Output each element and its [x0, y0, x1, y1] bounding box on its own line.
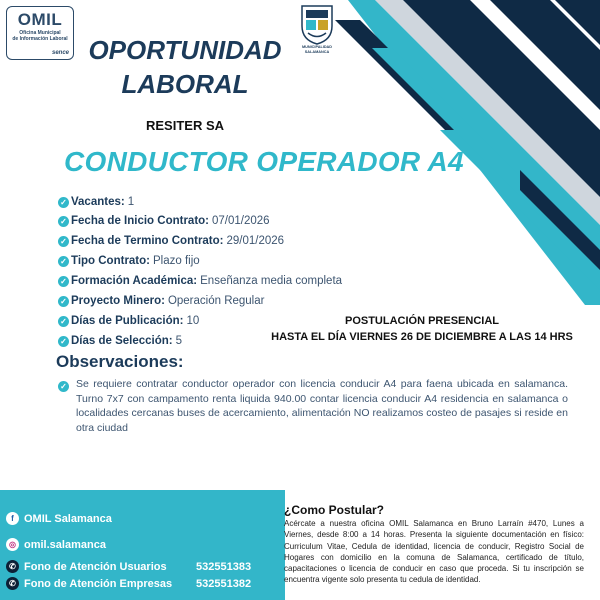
detail-vacancies	[58, 193, 134, 211]
phone-companies-number: 532551382	[196, 577, 252, 590]
facebook-icon: f	[6, 512, 19, 525]
omil-logo	[6, 6, 74, 60]
detail-label: Días de Selección:	[71, 335, 173, 347]
detail-label: Fecha de Inicio Contrato:	[71, 215, 210, 227]
detail-value: Plazo fijo	[153, 255, 200, 267]
detail-value: 5	[175, 335, 183, 347]
check-icon: ✓	[58, 381, 69, 392]
check-icon: ✓	[58, 336, 69, 347]
detail-start-date	[58, 212, 270, 230]
check-icon: ✓	[58, 236, 69, 247]
detail-value: 07/01/2026	[212, 215, 270, 227]
instagram-link[interactable]	[6, 538, 106, 551]
instagram-name: omil.salamanca	[24, 538, 106, 551]
detail-value: 10	[186, 315, 200, 327]
logo-partner: sence	[51, 50, 69, 56]
detail-publication-days	[58, 312, 199, 330]
phone-companies	[6, 577, 286, 590]
observations-text: Se requiere contratar conductor operador con licencia conducir A4 para faena ubicada en salamanca. Turno 7x7 con campamento renta liquida 940.00 contar licencia conducir A4 residencia en salamanca o localidades cercanas buses de acercamiento, alimentación NO realizamos costeo de pasajes si reside en otra ciudad	[76, 378, 568, 434]
observations-title: Observaciones:	[56, 352, 184, 371]
check-icon: ✓	[58, 256, 69, 267]
instagram-icon: ◎	[6, 538, 19, 551]
check-icon: ✓	[58, 197, 69, 208]
detail-label: Vacantes:	[71, 196, 125, 208]
crest-icon	[298, 2, 336, 46]
detail-end-date	[58, 232, 284, 250]
title-line1: OPORTUNIDAD	[88, 35, 282, 65]
facebook-name: OMIL Salamanca	[24, 512, 112, 525]
deadline-line2: HASTA EL DÍA VIERNES 26 DE DICIEMBRE A LAS 14 HRS	[271, 331, 573, 343]
check-icon: ✓	[58, 216, 69, 227]
facebook-link[interactable]	[6, 512, 112, 525]
logo-line1: Oficina Municipal	[19, 30, 61, 36]
municipal-crest	[298, 2, 336, 54]
check-icon: ✓	[58, 276, 69, 287]
detail-mining-project	[58, 292, 264, 310]
detail-value: Enseñanza media completa	[200, 275, 343, 287]
detail-label: Tipo Contrato:	[71, 255, 150, 267]
phone-companies-label: Fono de Atención Empresas	[24, 577, 173, 590]
detail-value: Operación Regular	[167, 295, 265, 307]
detail-selection-days	[58, 332, 182, 350]
detail-contract-type	[58, 252, 200, 270]
logo-name: OMIL	[17, 10, 63, 29]
detail-education	[58, 272, 342, 290]
detail-label: Fecha de Termino Contrato:	[71, 235, 224, 247]
check-icon: ✓	[58, 296, 69, 307]
detail-value: 29/01/2026	[226, 235, 285, 247]
how-to-apply-text: Acércate a nuestra oficina OMIL Salamanca en Bruno Larraín #470, Lunes a Viernes, desde 8:00 a 14 horas. Presenta la siguiente documentación en físico: Curriculum Vitae, Cedula de identidad, licencia de conducir, Registro Social de Hogares con domicilio en la comuna de Salamanca, certificado de título, capacitaciones o licencia de conducir en caso que proceda. Si tu inscripción se encuentra vigente solo presenta tu cedula de identidad.	[284, 519, 584, 585]
application-deadline	[262, 313, 582, 345]
deadline-line1: POSTULACIÓN PRESENCIAL	[344, 315, 499, 327]
phone-users	[6, 560, 286, 573]
company-name: RESITER SA	[145, 118, 224, 133]
how-to-apply-title: ¿Como Postular?	[284, 503, 385, 517]
check-icon: ✓	[58, 316, 69, 327]
logo-line2: de Información Laboral	[12, 36, 68, 42]
phone-icon: ✆	[6, 560, 19, 573]
phone-icon: ✆	[6, 577, 19, 590]
detail-label: Proyecto Minero:	[71, 295, 165, 307]
phone-users-label: Fono de Atención Usuarios	[24, 560, 167, 573]
detail-label: Formación Académica:	[71, 275, 198, 287]
detail-label: Días de Publicación:	[71, 315, 184, 327]
job-title: CONDUCTOR OPERADOR A4	[64, 146, 464, 177]
crest-caption: MUNICIPALIDAD SALAMANCA	[301, 45, 333, 54]
phone-users-number: 532551383	[196, 560, 252, 573]
title-line2: LABORAL	[121, 69, 249, 99]
page-title	[80, 33, 290, 101]
detail-value: 1	[127, 196, 135, 208]
